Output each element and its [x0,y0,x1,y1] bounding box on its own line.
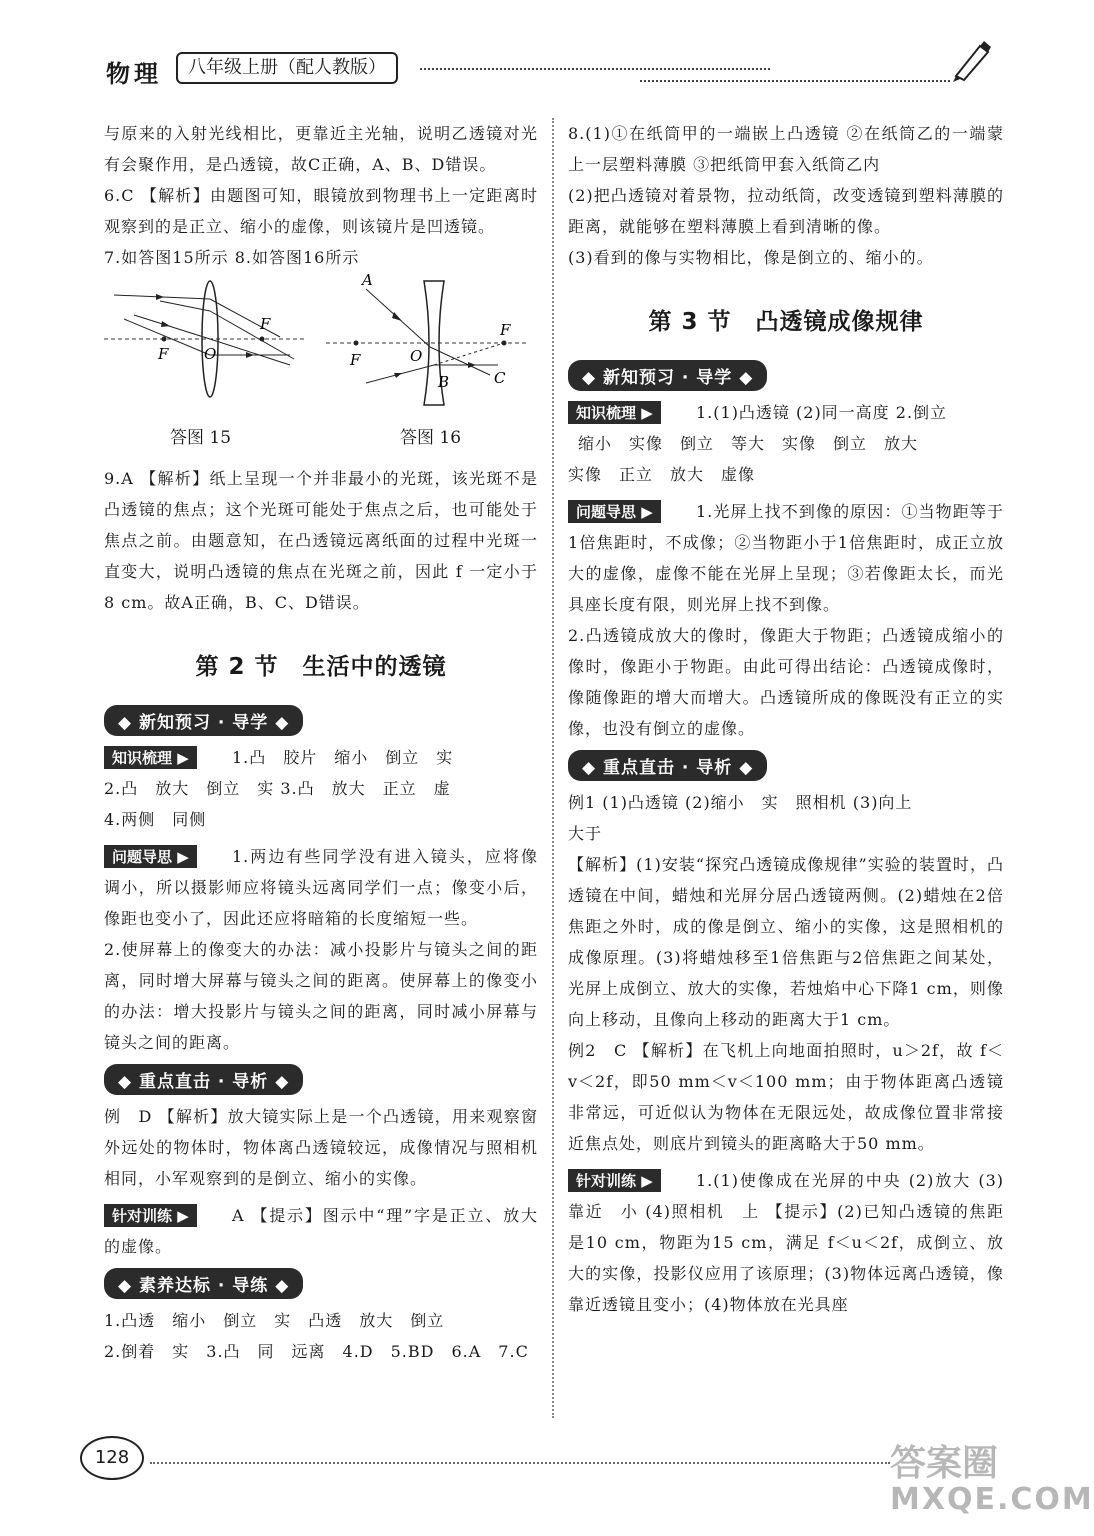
training-block [104,1200,538,1262]
knowledge-line-1: 1.凸 胶片 缩小 倒立 实 [232,748,454,767]
column-divider [552,118,554,1418]
tag-knowledge: 知识梳理 ▶ [104,746,197,769]
section-3-title: 第 3 节 凸透镜成像规律 [648,309,924,335]
label-f-left: F [158,345,169,363]
training-block-r [568,1165,1004,1320]
banner-preview: ◆ 新知预习 · 导学 ◆ [104,705,303,736]
tag-training-r: 针对训练 ▶ [568,1169,661,1192]
footer-dotted-line [150,1462,890,1464]
watermark-logo [890,1443,1094,1518]
header-dotted-line [420,68,770,70]
subject-title: 物理 [106,60,162,88]
figures-row [104,271,538,457]
answer-6: 6.C 【解析】由题图可知，眼镜放到物理书上一定距离时观察到的是正立、缩小的虚像，则该镜片是凹透镜。 [104,186,538,236]
label-a: A [362,271,373,289]
paragraph: 与原来的入射光线相比，更靠近主光轴，说明乙透镜对光有会聚作用，是凸透镜，故C正确，A、B、D错误。 [104,124,538,174]
training-r: 1.(1)使像成在光屏的中央 (2)放大 (3)靠近 小 (4)照相机 上 【提示】(2)已知凸透镜的焦距是10 cm，物距为15 cm，满足 f＜u＜2f，成倒立、放大的实像，投影仪应用了该原理；(3)物体远离凸透镜，像靠近透镜且变小；(4)物体放在光具座 [568,1171,1004,1314]
question-1: 1.两边有些同学没有进入镜头，应将像调小，所以摄影师应将镜头远离同学们一点；像变小后，像距也变小了，因此还应将暗箱的长度缩短一些。 [104,847,538,928]
left-column [104,118,538,1367]
lens-diagram-16 [326,265,536,405]
example: 例 D 【解析】放大镜实际上是一个凸透镜，用来观察窗外远处的物体时，物体离凸透镜较远，成像情况与照相机相同，小军观察到的是倒立、缩小的实像。 [104,1107,538,1188]
tag-question: 问题导思 ▶ [104,845,197,868]
pen-icon [950,38,992,82]
example-2: 例2 C 【解析】在飞机上向地面拍照时，u＞2f，故 f＜v＜2f，即50 mm＜v＜100 mm；由于物体距离凸透镜非常远，可近似认为物体在无限远处，故成像位置非常接近焦点处，则底片到镜头的距离略大于50 mm。 [568,1041,1004,1153]
label-b: B [438,373,450,391]
training: A 【提示】图示中“理”字是正立、放大的虚像。 [104,1206,538,1256]
banner-practice: ◆ 素养达标 · 导练 ◆ [104,1268,303,1299]
answer-7-8: 7.如答图15所示 8.如答图16所示 [104,248,360,267]
question-block [104,841,538,934]
right-column [568,118,1004,1320]
watermark-url: MXQE.COM [890,1482,1094,1517]
label-c: C [494,369,506,387]
caption-16: 答图 16 [400,428,462,448]
knowledge-line-2: 2.凸 放大 倒立 实 3.凸 放大 正立 虚 [104,779,451,798]
knowledge-r-2: 缩小 实像 倒立 等大 实像 倒立 放大 [578,434,919,453]
label-f-left-16: F [350,351,361,369]
banner-preview-r: ◆ 新知预习 · 导学 ◆ [568,360,767,391]
knowledge-block-r [568,397,1004,428]
practice-line-1: 1.凸透 缩小 倒立 实 凸透 放大 倒立 [104,1311,445,1330]
answer-8-2: (2)把凸透镜对着景物，拉动纸筒，改变透镜到塑料薄膜的距离，就能够在塑料薄膜上看到清晰的像。 [568,186,1004,236]
tag-training: 针对训练 ▶ [104,1204,197,1227]
watermark-text: 答案圈 [890,1443,999,1484]
practice-line-2: 2.倒着 实 3.凸 同 远离 4.D 5.BD 6.A 7.C [104,1342,529,1361]
answer-8-1: 8.(1)①在纸筒甲的一端嵌上凸透镜 ②在纸筒乙的一端蒙上一层塑料薄膜 ③把纸筒甲套入纸筒乙内 [568,124,1004,174]
answer-9: 9.A 【解析】纸上呈现一个并非最小的光斑，该光斑不是凸透镜的焦点；这个光斑可能处于焦点之后，也可能处于焦点之前。由题意知，在凸透镜远离纸面的过程中光斑一直变大，说明凸透镜的焦点在光斑之前，因此 f 一定小于 8 cm。故A正确，B、C、D错误。 [104,469,538,612]
question-2: 2.使屏幕上的像变大的办法：减小投影片与镜头之间的距离，同时增大屏幕与镜头之间的距离。使屏幕上的像变小的办法：增大投影片与镜头之间的距离，同时减小屏幕与镜头之间的距离。 [104,940,538,1052]
knowledge-r-3: 实像 正立 放大 虚像 [568,465,756,484]
answer-8-3: (3)看到的像与实物相比，像是倒立的、缩小的。 [568,248,934,267]
banner-focus: ◆ 重点直击 · 导析 ◆ [104,1064,303,1095]
edition-label: 八年级上册（配人教版） [176,52,398,84]
example-1: 例1 (1)凸透镜 (2)缩小 实 照相机 (3)向上 [568,793,913,812]
label-f-right: F [260,315,271,333]
label-o: O [204,345,217,363]
label-f-right-16: F [500,321,511,339]
label-o-16: O [410,347,423,365]
tag-question-r: 问题导思 ▶ [568,500,661,523]
example-1-cont: 大于 [568,824,603,843]
tag-knowledge-r: 知识梳理 ▶ [568,401,661,424]
caption-15: 答图 15 [170,428,232,448]
knowledge-line-3: 4.两侧 同侧 [104,810,207,829]
header-dotted-line-2 [640,80,950,82]
question-block-r [568,496,1004,620]
example-1-analysis: 【解析】(1)安装“探究凸透镜成像规律”实验的装置时，凸透镜在中间，蜡烛和光屏分居凸透镜两侧。(2)蜡烛在2倍焦距之外时，成的像是倒立、缩小的实像，这是照相机的成像原理。(3)将蜡烛移至1倍焦距与2倍焦距之间某处，光屏上成倒立、放大的实像，若烛焰中心下降1 cm，则像向上移动，且像向上移动的距离大于1 cm。 [568,855,1004,1029]
banner-focus-r: ◆ 重点直击 · 导析 ◆ [568,750,767,781]
section-2-title: 第 2 节 生活中的透镜 [195,654,447,680]
knowledge-r-1: 1.(1)凸透镜 (2)同一高度 2.倒立 [696,403,948,422]
knowledge-block [104,742,538,773]
lens-diagram-15 [104,279,304,419]
question-r-2: 2.凸透镜成放大的像时，像距大于物距；凸透镜成缩小的像时，像距小于物距。由此可得出结论：凸透镜成像时，像随像距的增大而增大。凸透镜所成的像既没有正立的实像，也没有倒立的虚像。 [568,626,1004,738]
question-r-1: 1.光屏上找不到像的原因：①当物距等于1倍焦距时，不成像；②当物距小于1倍焦距时，成正立放大的虚像，虚像不能在光屏上呈现；③若像距太长，而光具座长度有限，则光屏上找不到像。 [568,502,1004,614]
page-number: 128 [80,1436,144,1480]
